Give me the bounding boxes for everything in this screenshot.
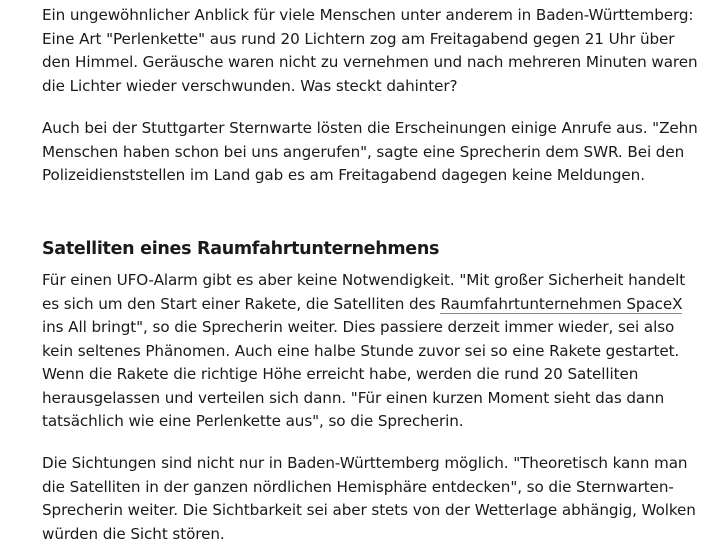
paragraph-spacex-explanation <box>42 269 702 434</box>
paragraph-visibility: Die Sichtungen sind nicht nur in Baden-Württemberg möglich. "Theoretisch kann man die Satelliten in der ganzen nördlichen Hemisphäre entdecken", so die Sternwarten-Sprecherin weiter. Die Sichtbarkeit sei aber stets von der Wetterlage abhängig, Wolken würden die Sicht stören. <box>42 454 696 543</box>
section-heading: Satelliten eines Raumfahrtunternehmens <box>42 239 440 259</box>
spacex-link[interactable]: Raumfahrtunternehmen SpaceX <box>440 294 683 313</box>
paragraph-text-after-link: ins All bringt", so die Sprecherin weiter. Dies passiere derzeit immer wieder, sei also kein seltenes Phänomen. Auch eine halbe Stunde zuvor sei so eine Rakete gestartet. Wenn die Rakete die richtige Höhe erreicht habe, werden die rund 20 Satelliten herausgelassen und verteilen sich dann. "Für einen kurzen Moment sieht das dann tatsächlich wie eine Perlenkette aus", so die Sprecherin. <box>42 318 680 430</box>
paragraph-sternwarte-calls: Auch bei der Stuttgarter Sternwarte lösten die Erscheinungen einige Anrufe aus. "Zehn Menschen haben schon bei uns angerufen", sagte eine Sprecherin dem SWR. Bei den Polizeidienststellen im Land gab es am Freitagabend dagegen keine Meldungen. <box>42 119 698 184</box>
paragraph-intro: Ein ungewöhnlicher Anblick für viele Menschen unter anderem in Baden-Württemberg: Eine Art "Perlenkette" aus rund 20 Lichtern zog am Freitagabend gegen 21 Uhr über den Himmel. Geräusche waren nicht zu vernehmen und nach mehreren Minuten waren die Lichter wieder verschwunden. Was steckt dahinter? <box>42 6 698 95</box>
paragraph-text-before-link: Für einen UFO-Alarm gibt es aber keine Notwendigkeit. "Mit großer Sicherheit handelt es sich um den Start einer Rakete, die Satelliten des <box>42 271 686 313</box>
